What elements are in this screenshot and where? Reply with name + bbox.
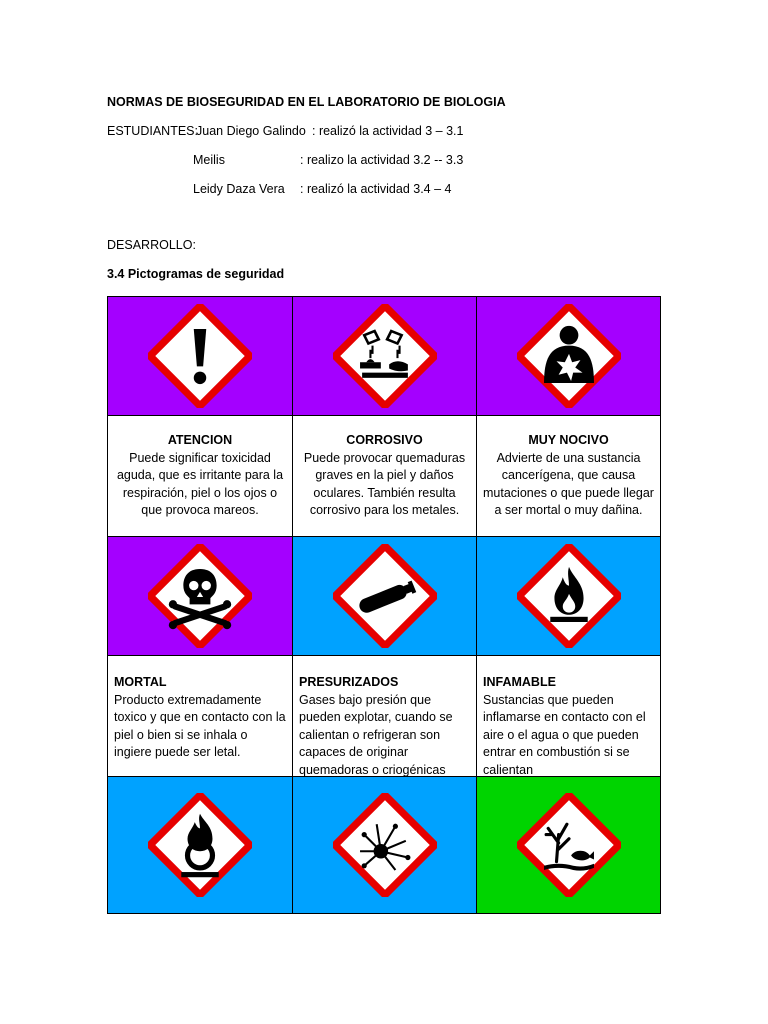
pictogram-description (477, 416, 661, 537)
pictogram-description (477, 656, 661, 777)
flame-icon (517, 544, 621, 648)
gas-cylinder-icon (333, 544, 437, 648)
pictogram-cell (108, 297, 293, 416)
students-label: ESTUDIANTES: (107, 124, 198, 138)
pictogram-text: Sustancias que pueden inflamarse en contacto con el aire o el agua o que pueden entrar en combustión si se calientan (483, 692, 646, 777)
pictogram-text: Advierte de una sustancia cancerígena, que causa mutaciones o que puede llegar a ser mortal o muy dañina. (483, 450, 654, 517)
pictogram-cell (293, 297, 477, 416)
student-activity: : realizó la actividad 3 – 3.1 (312, 124, 464, 138)
environment-icon (517, 793, 621, 897)
corrosion-icon (333, 304, 437, 408)
pictogram-text: Gases bajo presión que pueden explotar, cuando se calientan o refrigeran son capaces de originar quemadoras o criogénicas (299, 692, 453, 777)
pictogram-text: Puede significar toxicidad aguda, que es irritante para la respiración, piel o los ojos o que provoca mareos. (116, 450, 284, 517)
exploding-bomb-icon (333, 793, 437, 897)
pictogram-title: INFAMABLE (483, 675, 556, 689)
pictogram-title: MUY NOCIVO (528, 433, 609, 447)
pictogram-cell (477, 537, 661, 656)
health-hazard-icon (517, 304, 621, 408)
pictogram-title: MORTAL (114, 675, 167, 689)
pictogram-title: PRESURIZADOS (299, 675, 399, 689)
pictogram-description (108, 416, 293, 537)
section-heading: 3.4 Pictogramas de seguridad (107, 267, 285, 281)
pictogram-text: Producto extremadamente toxico y que en contacto con la piel o bien si se inhala o ingiere puede ser letal. (114, 692, 286, 759)
student-name: Leidy Daza Vera (193, 182, 285, 196)
pictogram-description (293, 656, 477, 777)
pictogram-cell (477, 777, 661, 914)
skull-crossbones-icon (148, 544, 252, 648)
pictogram-cell (293, 537, 477, 656)
student-name: Juan Diego Galindo (196, 124, 306, 138)
flame-over-circle-icon (148, 793, 252, 897)
student-activity: : realizó la actividad 3.4 – 4 (300, 182, 452, 196)
document-title: NORMAS DE BIOSEGURIDAD EN EL LABORATORIO DE BIOLOGIA (107, 95, 506, 109)
pictogram-cell (108, 537, 293, 656)
student-activity: : realizo la actividad 3.2 -- 3.3 (300, 153, 464, 167)
pictogram-description (108, 656, 293, 777)
pictogram-title: ATENCION (167, 433, 233, 447)
pictogram-cell (293, 777, 477, 914)
exclamation-icon (148, 304, 252, 408)
pictogram-description (293, 416, 477, 537)
pictogram-text: Puede provocar quemaduras graves en la piel y daños oculares. También resulta corrosivo para los metales. (303, 450, 466, 517)
development-heading: DESARROLLO: (107, 238, 196, 252)
pictogram-table (107, 296, 661, 914)
pictogram-cell (477, 297, 661, 416)
pictogram-cell (108, 777, 293, 914)
student-name: Meilis (193, 153, 225, 167)
pictogram-title: CORROSIVO (346, 433, 423, 447)
